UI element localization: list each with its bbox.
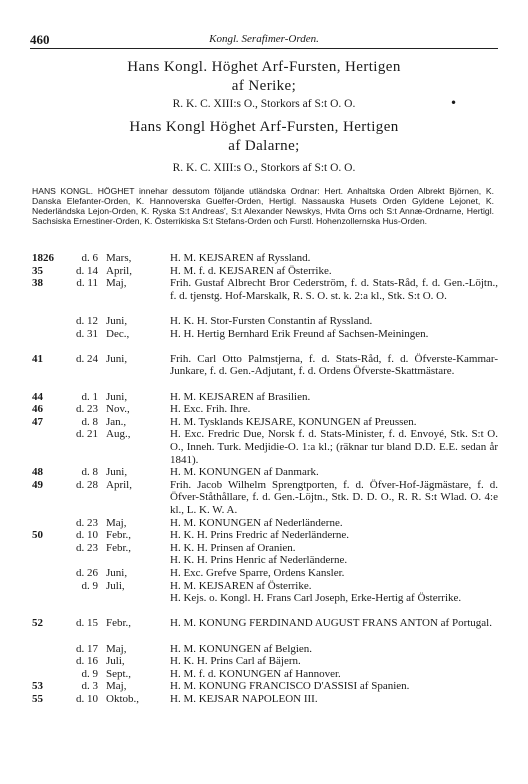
header-rule xyxy=(30,48,498,49)
entry-text: H. K. H. Prins Fredric af Nederländerne. xyxy=(170,529,349,542)
entry-text: H. M. KONUNGEN af Belgien. xyxy=(170,642,313,655)
entry-year: 44 xyxy=(32,390,43,403)
entry-text: H. K. H. Prins Henric af Nederländerne. xyxy=(170,554,348,567)
title-dalarne-orders: R. K. C. XIII:s O., Storkors af S:t O. O. xyxy=(172,162,356,174)
entry-year: 49 xyxy=(32,478,43,491)
entry-month: Aug., xyxy=(106,428,131,441)
entry-month: Mars, xyxy=(106,252,132,264)
entry-day: d. 6 xyxy=(81,252,98,264)
entry-month: Juli, xyxy=(106,655,125,668)
entry-day: d. 16 xyxy=(76,655,98,668)
entry-text: Frih. Jacob Wilhelm Sprengtporten, f. d. Öfver-Hof-Jägmästare, f. d. Öfver-Ståthållare, f. d. Gen.-Löjtn., Stk. D. D. O., R. R. S:t Wlad. O. 4:e kl., L. K. W. A. xyxy=(170,478,498,516)
entry-text: H. M. KEJSAR NAPOLEON III. xyxy=(170,693,318,705)
entry-text: H. M. KONUNGEN af Danmark. xyxy=(170,466,319,479)
entry-day: d. 10 xyxy=(76,529,98,542)
entry-month: Dec., xyxy=(106,327,130,340)
entry-day: d. 9 xyxy=(81,667,98,680)
entry-text: H. K. H. Prins Carl af Bäjern. xyxy=(170,655,301,668)
entry-day: d. 23 xyxy=(76,403,98,416)
entry-day: d. 28 xyxy=(76,478,98,491)
entry-month: Maj, xyxy=(106,277,127,290)
entry-day: d. 9 xyxy=(81,579,98,592)
entry-month: Maj, xyxy=(106,680,127,693)
bullet-mark: • xyxy=(450,96,458,110)
entry-text: H. M. KEJSAREN af Brasilien. xyxy=(170,390,311,403)
entry-day: d. 12 xyxy=(76,315,98,327)
entry-text: H. Kejs. o. Kongl. H. Frans Carl Joseph, Erke-Hertig af Österrike. xyxy=(170,592,462,605)
entry-month: Juli, xyxy=(106,579,125,592)
entry-month: Jan., xyxy=(106,415,127,428)
entry-month: Juni, xyxy=(106,466,128,479)
entry-day: d. 1 xyxy=(81,390,98,403)
entry-year: 41 xyxy=(32,352,43,365)
entry-year: 47 xyxy=(32,415,43,428)
entry-day: d. 15 xyxy=(76,617,98,630)
entry-month: April, xyxy=(106,264,132,277)
entry-text: Frih. Gustaf Albrecht Bror Cederström, f. d. Stats-Råd, f. d. Gen.-Löjtn., f. d. tjenstg. Hof-Marskalk, R. S. O. st. k. 2:a kl., Stk. S:t O. O. xyxy=(170,277,498,302)
entry-month: April, xyxy=(106,478,132,491)
page-number: 460 xyxy=(30,32,50,47)
entry-year: 35 xyxy=(32,264,43,277)
entry-month: Febr., xyxy=(106,541,132,554)
entry-month: Juni, xyxy=(106,315,128,327)
running-title: Kongl. Serafimer-Orden. xyxy=(209,33,319,45)
entry-year: 52 xyxy=(32,617,43,630)
entry-text: H. Exc. Frih. Ihre. xyxy=(170,403,251,416)
entry-day: d. 17 xyxy=(76,642,98,655)
entry-month: Oktob., xyxy=(106,693,139,705)
foreign-orders-note: HANS KONGL. HÖGHET innehar dessutom följande utländska Ordnar: Hert. Anhaltska Orden Albrekt Björnen, K. Danska Elefanter-Orden, K. Hannoverska Guelfer-Orden, Hertigl. Nassauska Husets Orden Gyldene Lejonet, K. Nederländska Lejon-Orden, K. Ryska S:t Andreas', S:t Alexander Newskys, Hvita Örns och S:t Annæ-Ordnarne, Hertigl. Sachsiska Ernestiner-Orden, K. Österrikiska S:t Stefans-Orden och Furstl. Hohenzollernska Hus-Orden. xyxy=(32,186,494,226)
entry-year: 1826 xyxy=(32,252,54,264)
title-nerike-line2: af Nerike; xyxy=(231,78,297,94)
entry-year: 50 xyxy=(32,529,43,542)
entry-day: d. 24 xyxy=(76,352,98,365)
entry-day: d. 3 xyxy=(81,680,98,693)
entry-day: d. 11 xyxy=(76,277,98,290)
entry-month: Juni, xyxy=(106,567,128,579)
title-nerike xyxy=(40,58,488,96)
entry-day: d. 8 xyxy=(81,466,98,479)
entry-text: H. M. KEJSAREN af Ryssland. xyxy=(170,252,311,264)
title-nerike-orders: R. K. C. XIII:s O., Storkors af S:t O. O. xyxy=(172,98,356,110)
entry-month: Maj, xyxy=(106,642,127,655)
entry-text: Frih. Carl Otto Palmstjerna, f. d. Stats-Råd, f. d. Öfverste-Kammar-Junkare, f. d. Gen.-Adjutant, f. d. Ordens Öfverste-Skattmästare. xyxy=(170,352,498,378)
entry-text: H. Exc. Fredric Due, Norsk f. d. Stats-Minister, f. d. Envoyé, Stk. S:t O. O., Inneh. Turk. Medjidie-O. 1:a kl.; (räknar tur bland D.D. E.E. sedan år 1841). xyxy=(170,428,498,466)
entry-month: Juni, xyxy=(106,390,128,403)
entry-text: H. K. H. Stor-Fursten Constantin af Ryssland. xyxy=(170,315,373,327)
entry-day: d. 23 xyxy=(76,516,98,529)
entry-year: 55 xyxy=(32,693,43,705)
entry-text: H. M. f. d. KONUNGEN af Hannover. xyxy=(170,667,341,680)
entry-day: d. 26 xyxy=(76,567,98,579)
title-dalarne xyxy=(40,118,488,156)
entry-text: H. M. KONUNG FERDINAND AUGUST FRANS ANTON af Portugal. xyxy=(170,617,492,630)
entry-text: H. H. Hertig Bernhard Erik Freund af Sachsen-Meiningen. xyxy=(170,327,429,340)
entry-text: H. K. H. Prinsen af Oranien. xyxy=(170,541,296,554)
entry-day: d. 10 xyxy=(76,693,98,705)
title-dalarne-line1: Hans Kongl Höghet Arf-Fursten, Hertigen xyxy=(129,119,399,135)
entry-month: Sept., xyxy=(106,667,132,680)
entry-month: Febr., xyxy=(106,617,132,630)
entry-day: d. 23 xyxy=(76,541,98,554)
title-nerike-line1: Hans Kongl. Höghet Arf-Fursten, Hertigen xyxy=(127,59,401,75)
entry-text: H. M. KEJSAREN af Österrike. xyxy=(170,579,312,592)
running-head xyxy=(30,32,498,48)
entry-text: H. M. Tysklands KEJSARE, KONUNGEN af Preussen. xyxy=(170,415,417,428)
entry-text: H. M. KONUNGEN af Nederländerne. xyxy=(170,516,343,529)
entry-year: 53 xyxy=(32,680,43,693)
title-dalarne-line2: af Dalarne; xyxy=(228,138,300,154)
entry-month: Maj, xyxy=(106,516,127,529)
entry-day: d. 21 xyxy=(76,428,98,441)
entry-day: d. 8 xyxy=(81,415,98,428)
entry-text: H. Exc. Grefve Sparre, Ordens Kansler. xyxy=(170,567,345,579)
entry-day: d. 14 xyxy=(76,264,98,277)
entry-year: 46 xyxy=(32,403,43,416)
entry-month: Febr., xyxy=(106,529,132,542)
entry-year: 38 xyxy=(32,277,43,290)
entry-year: 48 xyxy=(32,466,43,479)
entry-month: Nov., xyxy=(106,403,130,416)
entry-text: H. M. f. d. KEJSAREN af Österrike. xyxy=(170,264,332,277)
entry-text: H. M. KONUNG FRANCISCO D'ASSISI af Spanien. xyxy=(170,680,410,693)
entry-month: Juni, xyxy=(106,352,128,365)
entry-day: d. 31 xyxy=(76,327,98,340)
